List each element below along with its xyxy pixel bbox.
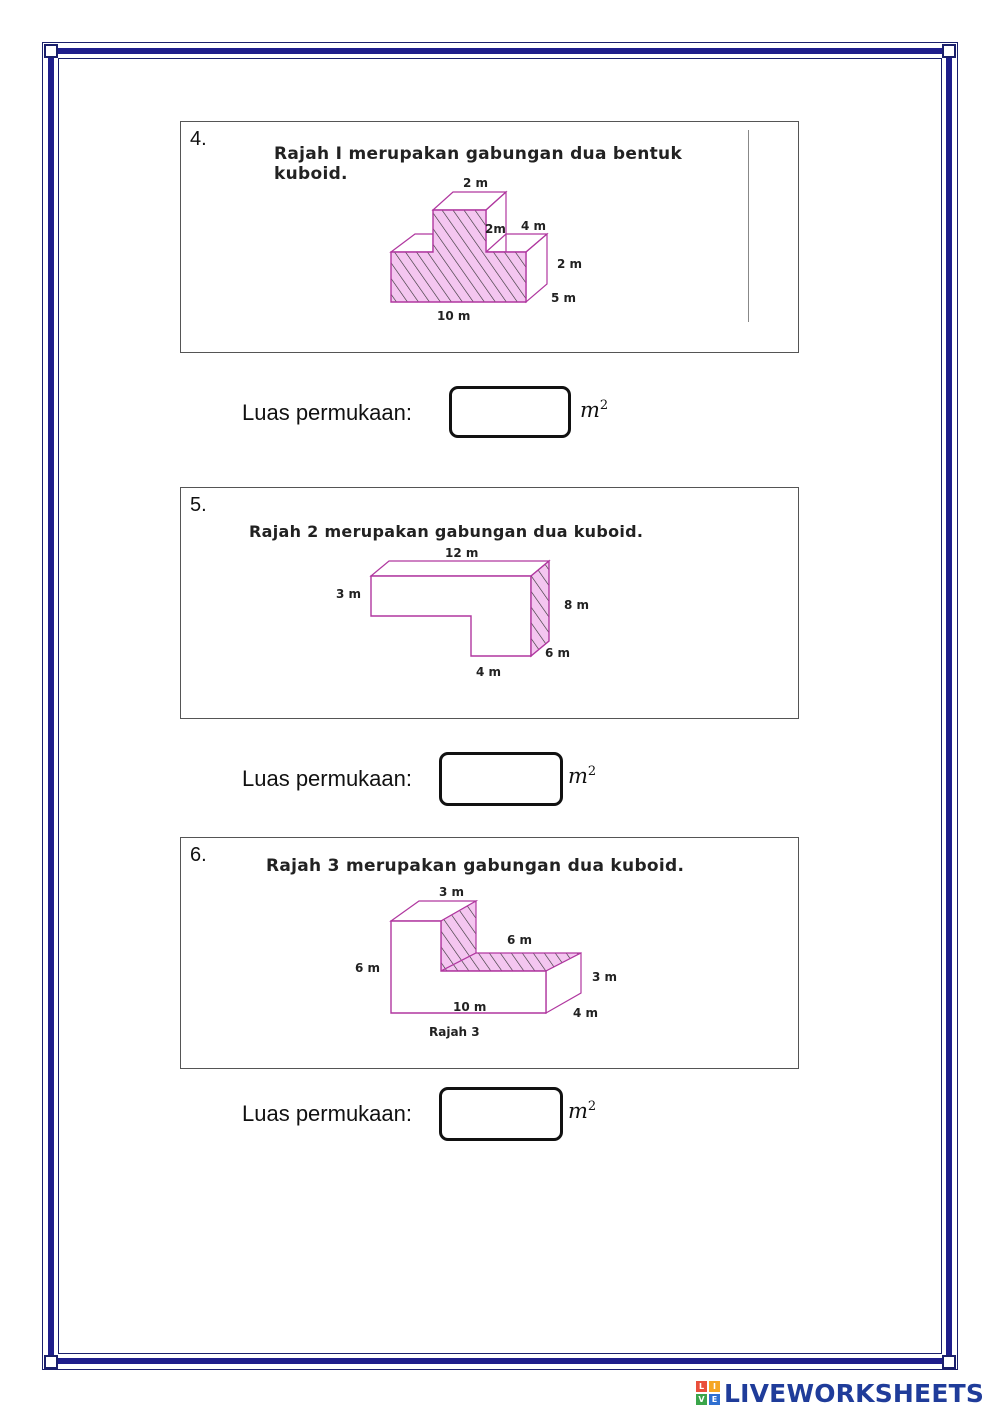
dim-label: 6 m [355, 961, 381, 975]
frame-corner-ornament [44, 1355, 58, 1369]
question-number: 5. [190, 494, 207, 516]
frame-corner-ornament [942, 44, 956, 58]
dim-label: 6 m [507, 933, 533, 947]
dim-label: 6 m [545, 646, 571, 660]
question-5-card [180, 487, 799, 719]
diagram-caption: Rajah 3 [429, 1025, 480, 1039]
answer-input-4[interactable] [449, 386, 571, 438]
question-title: Rajah 2 merupakan gabungan dua kuboid. [249, 522, 644, 541]
dim-label: 5 m [551, 291, 577, 305]
unit-label: $m^2$ [568, 764, 597, 788]
unit-label: $m^2$ [580, 398, 609, 422]
answer-input-6[interactable] [439, 1087, 563, 1141]
dim-label: 2 m [557, 257, 583, 271]
answer-label: Luas permukaan: [242, 1101, 412, 1126]
question-number: 6. [190, 844, 207, 866]
dim-label: 10 m [453, 1000, 487, 1014]
dim-label: 3 m [592, 970, 618, 984]
dim-label: 3 m [439, 885, 465, 899]
dim-label: 2m [485, 222, 506, 236]
dim-label: 3 m [336, 587, 362, 601]
answer-input-5[interactable] [439, 752, 563, 806]
answer-row-6 [242, 1087, 642, 1143]
dim-label: 4 m [521, 219, 547, 233]
liveworksheets-logo [696, 1378, 984, 1408]
diagram-rajah-2 [321, 543, 611, 683]
answer-row-4 [242, 386, 642, 442]
logo-text: LIVEWORKSHEETS [724, 1378, 985, 1408]
answer-label: Luas permukaan: [242, 766, 412, 791]
logo-mark-icon: L I V E [696, 1381, 720, 1405]
question-title: Rajah 3 merupakan gabungan dua kuboid. [266, 856, 685, 876]
answer-label: Luas permukaan: [242, 400, 412, 425]
dim-label: 4 m [573, 1006, 599, 1020]
dim-label: 10 m [437, 309, 471, 323]
answer-row-5 [242, 752, 642, 808]
unit-label: $m^2$ [568, 1099, 597, 1123]
diagram-rajah-1 [371, 172, 631, 332]
dim-label: 4 m [476, 665, 502, 679]
frame-corner-ornament [942, 1355, 956, 1369]
question-title-continued: kuboid. [274, 164, 348, 184]
dim-label: 8 m [564, 598, 590, 612]
frame-corner-ornament [44, 44, 58, 58]
diagram-rajah-3 [341, 883, 631, 1043]
dim-label: 12 m [445, 546, 479, 560]
dim-label: 2 m [463, 176, 489, 190]
question-6-card [180, 837, 799, 1069]
question-4-card [180, 121, 799, 353]
scan-edge-line [748, 130, 749, 322]
question-number: 4. [190, 128, 207, 150]
question-title: Rajah I merupakan gabungan dua bentuk [274, 144, 683, 164]
